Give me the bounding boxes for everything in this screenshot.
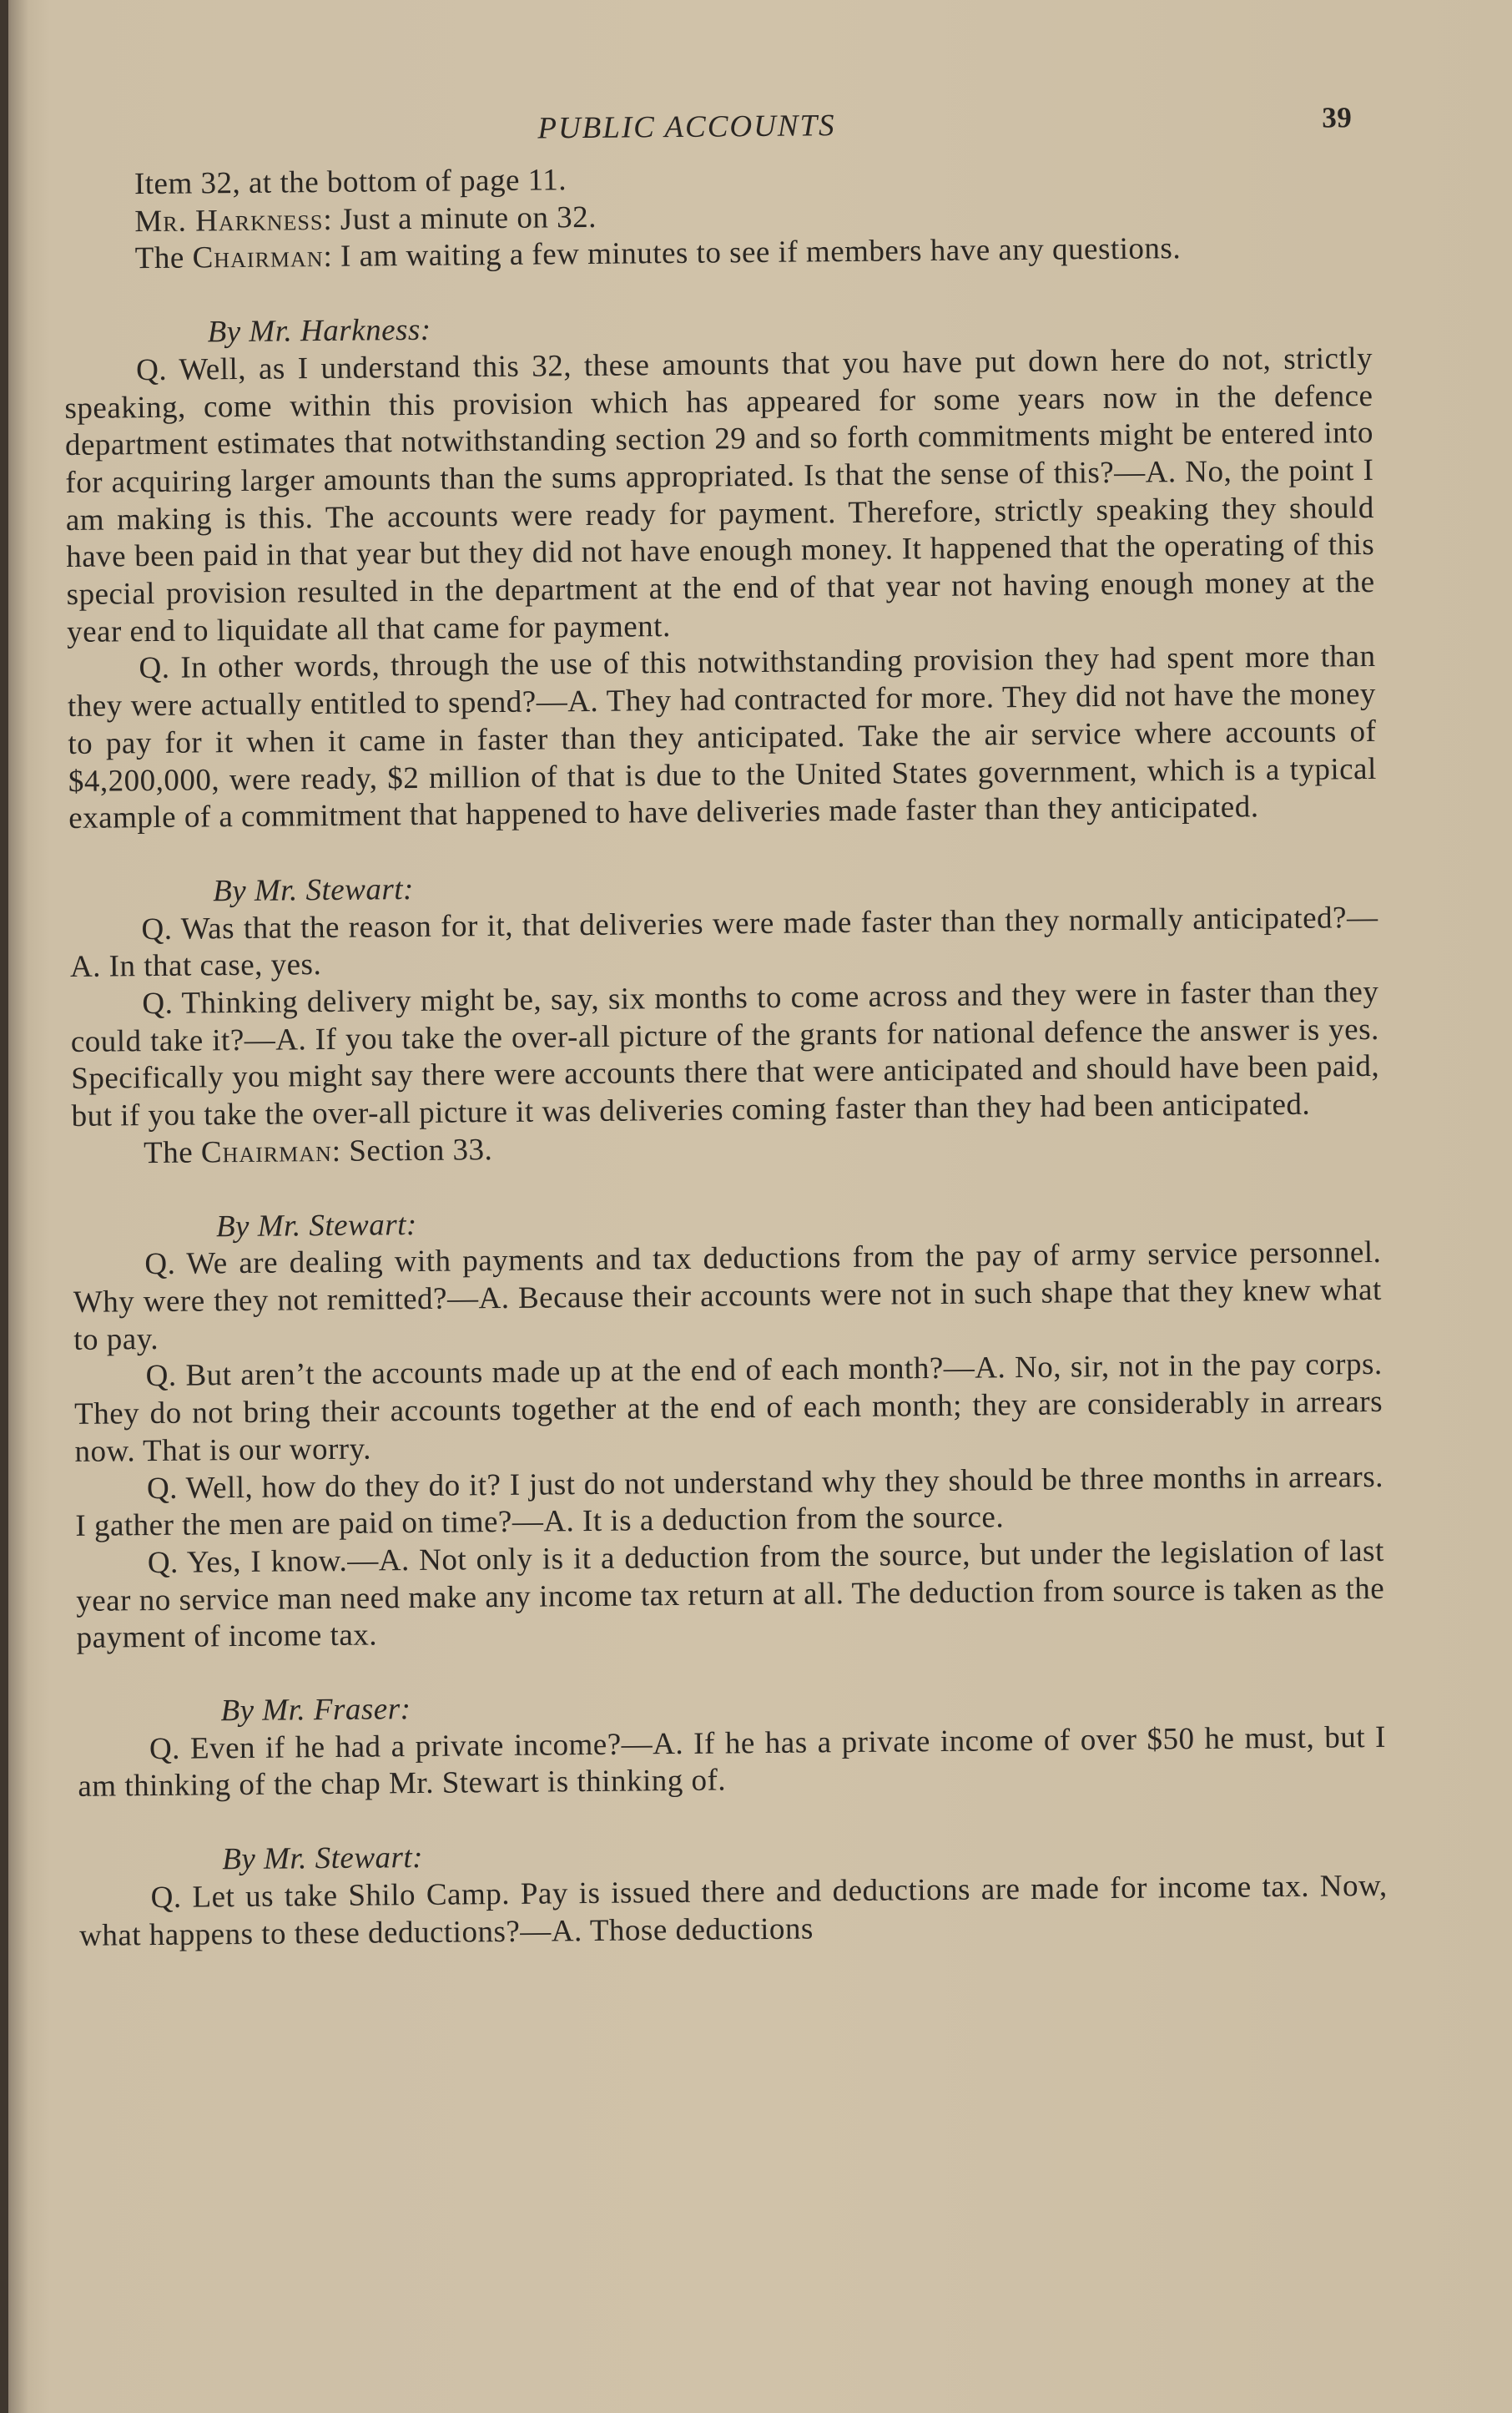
examiner-heading: By Mr. Fraser: (220, 1692, 411, 1729)
paragraph-question-answer: Q. Was that the reason for it, that deliveries were made faster than they normally anticipated?—A. In that case, yes. (69, 900, 1378, 985)
examiner-heading: By Mr. Harkness: (207, 312, 431, 350)
paragraph-question-answer: Q. Even if he had a private income?—A. If he has a private income of over $50 he must, but I am thinking of the chap Mr. Stewart is thinking of. (78, 1719, 1387, 1805)
page-header (62, 88, 1371, 167)
speaker-text: : Just a minute on 32. (323, 199, 597, 237)
paragraph-question-answer: Q. Yes, I know.—A. Not only is it a deduction from the source, but under the legislation of last year no service man need make any income tax return at all. The deduction from source is taken as the payment of income tax. (76, 1533, 1385, 1656)
paragraph-question-answer: Q. We are dealing with payments and tax deductions from the pay of army service personnel. Why were they not remitted?—A. Because their accounts were not in such shape that they knew what to pay. (73, 1235, 1382, 1357)
speaker-name: Chairman (192, 240, 324, 275)
examiner-heading: By Mr. Stewart: (215, 1207, 417, 1244)
speaker-text: : Section 33. (331, 1132, 493, 1169)
speaker-prefix: The (143, 1135, 202, 1170)
speaker-name: Chairman (200, 1133, 332, 1170)
paragraph-item-32: Item 32, at the bottom of page 11. (134, 163, 567, 202)
speaker-text: : I am waiting a few minutes to see if members have any questions. (323, 231, 1182, 275)
speaker-name: Mr. Harkness (134, 202, 324, 239)
paragraph-question-answer: Q. Well, as I understand this 32, these amounts that you have put down here do not, strictly speaking, come within this provision which has appeared for some years now in the defence department estimates that notwithstanding section 29 and so forth commitments might be entered into for acquiring larger amounts than the sums appropriated. Is that the sense of this?—A. No, the point I am making is this. The accounts were ready for payment. Therefore, strictly speaking they should have been paid in that year but they did not have enough money. It happened that the operating of this special provision resulted in the department at the end of that year not having enough money at the year end to liquidate all that came for payment. (64, 341, 1375, 649)
examiner-heading: By Mr. Stewart: (222, 1840, 424, 1877)
paragraph-question-answer: Q. Well, how do they do it? I just do not understand why they should be three months in arrears. I gather the men are paid on time?—A. It is a deduction from the source. (75, 1459, 1384, 1544)
document-body (62, 88, 1388, 1955)
page-number: 39 (1322, 101, 1353, 134)
paragraph-question-answer: Q. In other words, through the use of this notwithstanding provision they had spent more than they were actually entitled to spend?—A. They had contracted for more. They did not have the money to pay for it when it came in faster than they anticipated. Take the air service where accounts of $4,200,000, were ready, $2 million of that is due to the United States government, which is a typical example of a commitment that happened to have deliveries made faster than they anticipated. (67, 639, 1377, 836)
book-binding-edge (0, 0, 8, 2413)
paragraph-question-answer: Q. Thinking delivery might be, say, six months to come across and they were in faster than they could take it?—A. If you take the over-all picture of the grants for national defence the answer is yes. Specifically you might say there were accounts there that were anticipated and should have been paid, but if you take the over-all picture it was deliveries coming faster than they had been anticipated. (70, 974, 1380, 1134)
running-head: PUBLIC ACCOUNTS (537, 109, 836, 146)
paragraph-question-answer: Q. But aren’t the accounts made up at the end of each month?—A. No, sir, not in the pay corps. They do not bring their accounts together at the end of each month; they are considerably in arrears now. That is our worry. (73, 1347, 1383, 1469)
examiner-heading: By Mr. Stewart: (212, 871, 415, 909)
speaker-prefix: The (134, 240, 193, 276)
paragraph-question-answer: Q. Let us take Shilo Camp. Pay is issued there and deductions are made for income tax. Now, what happens to these deductions?—A. Those deductions (78, 1868, 1388, 1953)
